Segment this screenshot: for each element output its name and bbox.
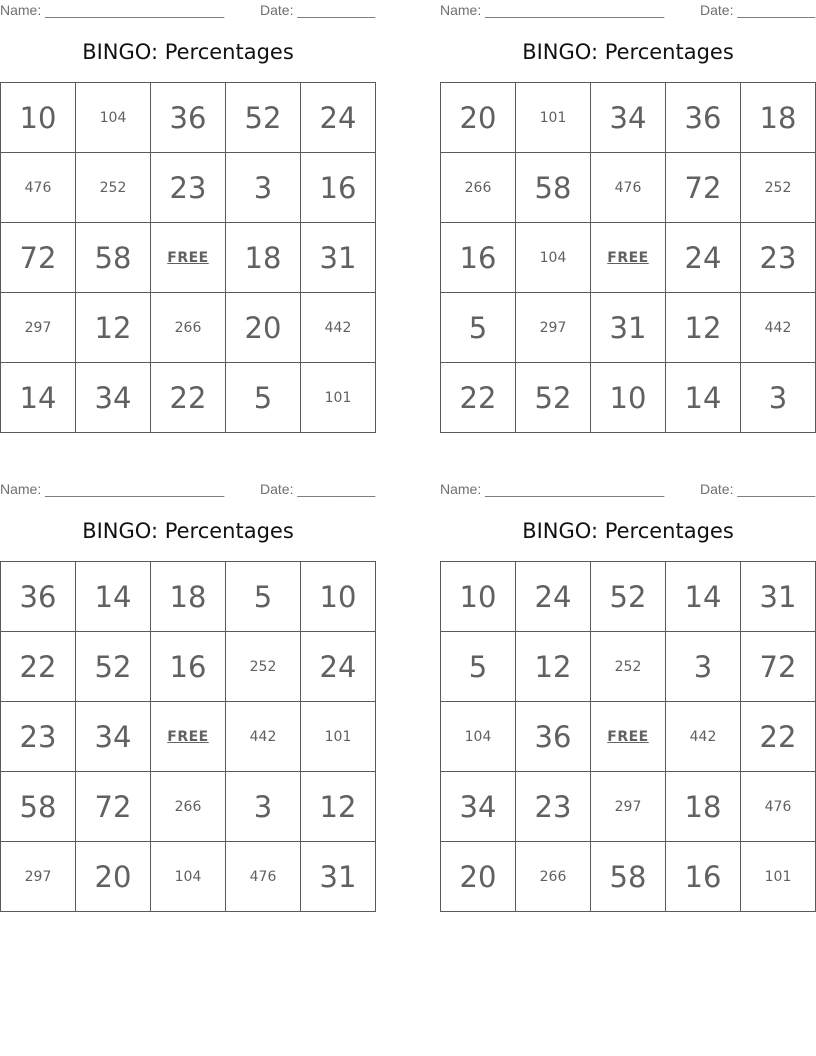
bingo-cell: 101 xyxy=(516,83,591,153)
card-title: BINGO: Percentages xyxy=(82,519,294,543)
bingo-cell: 14 xyxy=(76,562,151,632)
grid-row xyxy=(441,702,816,772)
card-title: BINGO: Percentages xyxy=(522,40,734,64)
bingo-cell: 14 xyxy=(1,363,76,433)
bingo-cell: 18 xyxy=(741,83,816,153)
bingo-cell: 476 xyxy=(226,842,301,912)
bingo-cell: 12 xyxy=(76,293,151,363)
bingo-cell: 3 xyxy=(226,772,301,842)
bingo-cell: 442 xyxy=(301,293,376,363)
bingo-cell: 23 xyxy=(1,702,76,772)
bingo-cell: 3 xyxy=(741,363,816,433)
bingo-cell: 58 xyxy=(1,772,76,842)
card-title: BINGO: Percentages xyxy=(82,40,294,64)
bingo-cell: 266 xyxy=(516,842,591,912)
grid-row xyxy=(1,293,376,363)
bingo-cell: 5 xyxy=(441,632,516,702)
bingo-cell: 31 xyxy=(301,223,376,293)
bingo-grid xyxy=(0,561,376,912)
bingo-cell: 101 xyxy=(741,842,816,912)
name-field-label: Name: _______________________ xyxy=(0,2,225,18)
bingo-cell: 266 xyxy=(151,772,226,842)
bingo-cell: 72 xyxy=(76,772,151,842)
bingo-card-4 xyxy=(440,479,816,919)
bingo-cell: 22 xyxy=(441,363,516,433)
bingo-card-2 xyxy=(440,0,816,440)
date-field-label: Date: __________ xyxy=(700,481,816,497)
bingo-cell: 52 xyxy=(591,562,666,632)
grid-row xyxy=(1,363,376,433)
grid-row xyxy=(441,223,816,293)
bingo-cell: 58 xyxy=(76,223,151,293)
bingo-cell: 20 xyxy=(226,293,301,363)
bingo-cell: 52 xyxy=(76,632,151,702)
grid-row xyxy=(1,842,376,912)
grid-row xyxy=(1,772,376,842)
bingo-cell: 3 xyxy=(666,632,741,702)
free-space-cell: FREE xyxy=(591,223,666,293)
bingo-cell: 5 xyxy=(441,293,516,363)
bingo-cell: 20 xyxy=(441,83,516,153)
bingo-cell: 476 xyxy=(1,153,76,223)
bingo-cell: 442 xyxy=(741,293,816,363)
bingo-cell: 58 xyxy=(516,153,591,223)
bingo-cell: 14 xyxy=(666,363,741,433)
bingo-cell: 22 xyxy=(151,363,226,433)
bingo-cell: 22 xyxy=(1,632,76,702)
bingo-grid xyxy=(440,561,816,912)
bingo-cell: 20 xyxy=(441,842,516,912)
bingo-cell: 476 xyxy=(741,772,816,842)
bingo-card-3 xyxy=(0,479,376,919)
bingo-cell: 252 xyxy=(226,632,301,702)
bingo-cell: 442 xyxy=(666,702,741,772)
grid-row xyxy=(1,83,376,153)
grid-row xyxy=(441,772,816,842)
bingo-cell: 34 xyxy=(591,83,666,153)
card-header xyxy=(0,481,376,499)
date-field-label: Date: __________ xyxy=(700,2,816,18)
bingo-cell: 18 xyxy=(226,223,301,293)
bingo-cell: 104 xyxy=(76,83,151,153)
card-header xyxy=(440,481,816,499)
grid-row xyxy=(441,632,816,702)
bingo-cell: 31 xyxy=(591,293,666,363)
bingo-cell: 5 xyxy=(226,363,301,433)
bingo-cell: 252 xyxy=(591,632,666,702)
grid-row xyxy=(1,702,376,772)
grid-row xyxy=(441,153,816,223)
bingo-cell: 24 xyxy=(516,562,591,632)
bingo-cell: 101 xyxy=(301,363,376,433)
bingo-cell: 16 xyxy=(441,223,516,293)
bingo-cell: 104 xyxy=(516,223,591,293)
bingo-cell: 18 xyxy=(151,562,226,632)
bingo-cell: 22 xyxy=(741,702,816,772)
bingo-cell: 10 xyxy=(441,562,516,632)
bingo-cell: 12 xyxy=(666,293,741,363)
bingo-cell: 36 xyxy=(666,83,741,153)
card-title: BINGO: Percentages xyxy=(522,519,734,543)
bingo-cell: 34 xyxy=(441,772,516,842)
bingo-cell: 20 xyxy=(76,842,151,912)
bingo-cell: 297 xyxy=(591,772,666,842)
bingo-cell: 104 xyxy=(441,702,516,772)
date-field-label: Date: __________ xyxy=(260,481,376,497)
bingo-cell: 16 xyxy=(301,153,376,223)
bingo-cell: 266 xyxy=(441,153,516,223)
bingo-cell: 442 xyxy=(226,702,301,772)
bingo-cell: 252 xyxy=(741,153,816,223)
bingo-cell: 266 xyxy=(151,293,226,363)
free-space-cell: FREE xyxy=(591,702,666,772)
bingo-cell: 34 xyxy=(76,702,151,772)
card-header xyxy=(0,2,376,20)
name-field-label: Name: _______________________ xyxy=(440,2,665,18)
grid-row xyxy=(1,632,376,702)
bingo-cell: 34 xyxy=(76,363,151,433)
bingo-cell: 24 xyxy=(666,223,741,293)
bingo-cell: 5 xyxy=(226,562,301,632)
bingo-cell: 23 xyxy=(151,153,226,223)
date-field-label: Date: __________ xyxy=(260,2,376,18)
free-space-cell: FREE xyxy=(151,702,226,772)
grid-row xyxy=(441,842,816,912)
bingo-cell: 36 xyxy=(151,83,226,153)
bingo-cell: 23 xyxy=(516,772,591,842)
bingo-cell: 3 xyxy=(226,153,301,223)
bingo-cell: 12 xyxy=(301,772,376,842)
bingo-cell: 31 xyxy=(301,842,376,912)
bingo-cell: 52 xyxy=(516,363,591,433)
grid-row xyxy=(441,293,816,363)
grid-row xyxy=(441,83,816,153)
bingo-cell: 16 xyxy=(151,632,226,702)
grid-row xyxy=(1,153,376,223)
bingo-cell: 476 xyxy=(591,153,666,223)
bingo-cell: 52 xyxy=(226,83,301,153)
bingo-cell: 72 xyxy=(741,632,816,702)
bingo-cell: 58 xyxy=(591,842,666,912)
bingo-cell: 24 xyxy=(301,83,376,153)
bingo-cell: 252 xyxy=(76,153,151,223)
grid-row xyxy=(441,562,816,632)
name-field-label: Name: _______________________ xyxy=(0,481,225,497)
grid-row xyxy=(1,562,376,632)
bingo-cell: 31 xyxy=(741,562,816,632)
bingo-cell: 36 xyxy=(516,702,591,772)
bingo-grid xyxy=(0,82,376,433)
bingo-cell: 72 xyxy=(1,223,76,293)
bingo-cell: 297 xyxy=(516,293,591,363)
bingo-card-1 xyxy=(0,0,376,440)
bingo-cell: 23 xyxy=(741,223,816,293)
bingo-cell: 12 xyxy=(516,632,591,702)
bingo-cell: 36 xyxy=(1,562,76,632)
bingo-cell: 101 xyxy=(301,702,376,772)
bingo-grid xyxy=(440,82,816,433)
bingo-cell: 24 xyxy=(301,632,376,702)
grid-row xyxy=(1,223,376,293)
bingo-cell: 10 xyxy=(591,363,666,433)
bingo-cell: 104 xyxy=(151,842,226,912)
bingo-cell: 18 xyxy=(666,772,741,842)
name-field-label: Name: _______________________ xyxy=(440,481,665,497)
grid-row xyxy=(441,363,816,433)
bingo-cell: 297 xyxy=(1,293,76,363)
bingo-cell: 10 xyxy=(1,83,76,153)
free-space-cell: FREE xyxy=(151,223,226,293)
bingo-cell: 10 xyxy=(301,562,376,632)
bingo-cell: 16 xyxy=(666,842,741,912)
bingo-cell: 72 xyxy=(666,153,741,223)
bingo-cell: 297 xyxy=(1,842,76,912)
bingo-cell: 14 xyxy=(666,562,741,632)
card-header xyxy=(440,2,816,20)
